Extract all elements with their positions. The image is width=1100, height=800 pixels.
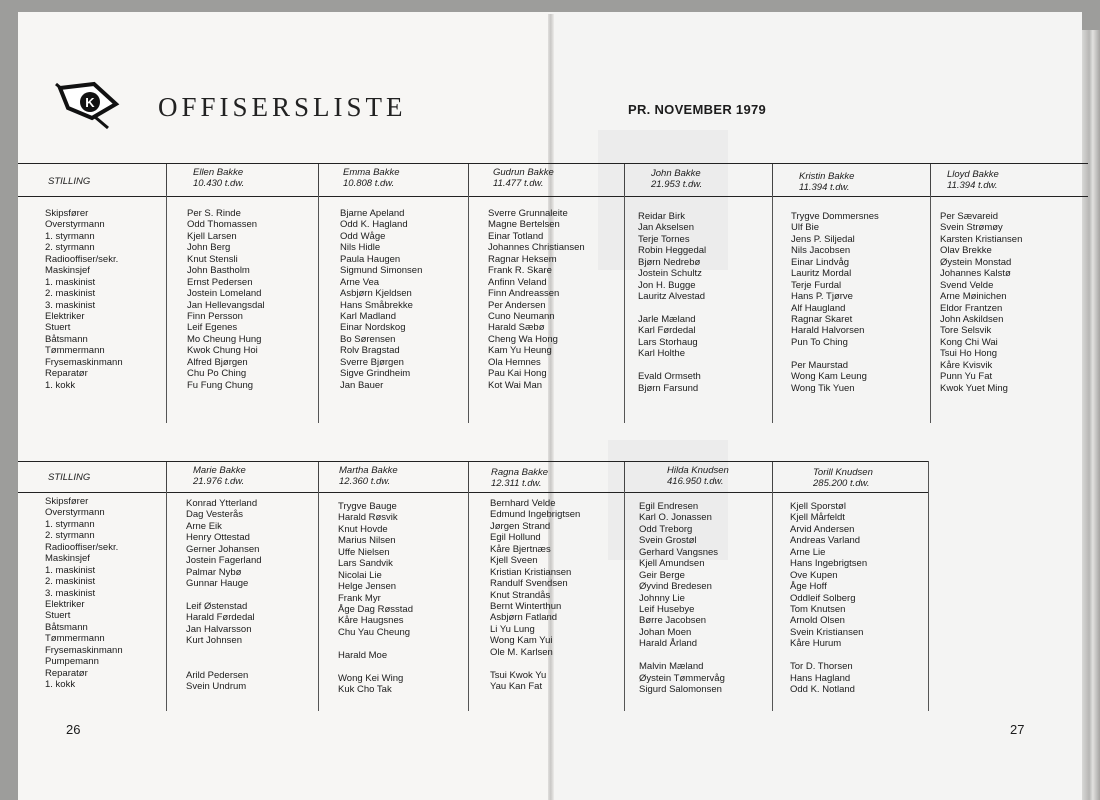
list-item [186, 658, 262, 669]
list-item: Johannes Kalstø [940, 268, 1011, 280]
list-item: Øystein Tømmervåg [639, 672, 725, 684]
list-item: Finn Andreassen [488, 288, 560, 300]
list-item: Tsui Kwok Yu [490, 669, 547, 681]
list-item: Ove Kupen [790, 569, 838, 581]
column-divider [166, 195, 167, 423]
list-item: Odd K. Notland [790, 684, 855, 695]
list-item: Pau Kai Hong [488, 368, 547, 380]
column-divider [318, 491, 319, 711]
list-item: Arild Pedersen [186, 669, 249, 681]
list-item [338, 638, 413, 649]
list-item: 1. maskinist [45, 276, 96, 288]
list-item: Anfinn Veland [488, 276, 547, 288]
list-item: Tømmermann [45, 633, 105, 645]
list-item: Svein Strømøy [940, 222, 1003, 234]
list-item: Jørgen Strand [490, 520, 551, 532]
roles-column [45, 208, 123, 391]
list-item: Overstyrmann [45, 507, 105, 519]
list-item: Bernhard Velde [490, 498, 556, 509]
list-item: Wong Tik Yuen [791, 382, 855, 394]
list-item: Harald Røsvik [338, 512, 398, 524]
list-item: Harald Førdedal [186, 612, 255, 624]
list-item: Uffe Nielsen [338, 546, 390, 558]
list-item: Cuno Neumann [488, 310, 555, 322]
ship-header [772, 462, 928, 492]
list-item: Båtsmann [45, 621, 88, 633]
ship-name: Kristin Bakke [799, 171, 855, 182]
list-item: Lars Storhaug [638, 336, 698, 348]
list-item: Harald Moe [338, 649, 388, 661]
list-item: Harald Halvorsen [791, 325, 865, 337]
list-item: Frank Myr [338, 592, 381, 604]
list-item [490, 658, 580, 669]
list-item [791, 348, 879, 359]
list-item: Svend Velde [940, 279, 994, 291]
ship-header [166, 164, 318, 196]
list-item: Båtsmann [45, 333, 88, 345]
list-item: Jan Halvarsson [186, 623, 252, 635]
officer-table-1 [18, 163, 1088, 423]
list-item: Kristian Kristiansen [490, 566, 572, 578]
list-item: Egil Hollund [490, 532, 541, 544]
list-item: Gunnar Hauge [186, 578, 249, 590]
list-item: Kåre Kvisvik [940, 359, 993, 371]
list-item: Bjørn Nedrebø [638, 256, 701, 268]
stilling-label: STILLING [48, 472, 91, 483]
list-item: Børre Jacobsen [639, 615, 707, 627]
ship-dwt: 12.311 t.dw. [491, 478, 542, 489]
list-item: Karl Førdedal [638, 325, 696, 337]
list-item: Odd Treborg [639, 523, 693, 535]
list-item: Paula Haugen [340, 253, 401, 265]
crew-column [490, 498, 580, 692]
list-item: Svein Undrum [186, 681, 247, 692]
crew-column [488, 208, 585, 391]
list-item: Per Maurstad [791, 359, 849, 371]
list-item: Kåre Hurum [790, 638, 842, 650]
list-item: Skipsfører [45, 208, 89, 219]
stilling-label: STILLING [48, 176, 91, 187]
ship-name: John Bakke [651, 168, 701, 179]
list-item [338, 661, 413, 672]
list-item [790, 650, 867, 661]
column-divider [772, 195, 773, 423]
list-item: Arnold Olsen [790, 615, 845, 627]
list-item: John Bastholm [187, 265, 250, 277]
list-item: Sverre Bjørgen [340, 356, 404, 368]
ship-name: Hilda Knudsen [667, 465, 729, 476]
table-header [18, 461, 928, 493]
list-item: Ole M. Karlsen [490, 646, 553, 658]
list-item: Kjell Sveen [490, 555, 538, 567]
list-item: John Askildsen [940, 313, 1004, 325]
list-item: Rolv Bragstad [340, 345, 400, 357]
list-item: Radiooffiser/sekr. [45, 253, 119, 265]
list-item: Robin Heggedal [638, 245, 707, 257]
list-item: Hans P. Tjørve [791, 291, 853, 303]
list-item: Kam Yu Heung [488, 345, 552, 357]
list-item: Eldor Frantzen [940, 302, 1003, 314]
list-item: Kåre Bjertnæs [490, 543, 551, 555]
ship-header [468, 164, 624, 196]
list-item: Knut Hovde [338, 523, 388, 535]
list-item: Tsui Ho Hong [940, 348, 998, 360]
ship-dwt: 11.394 t.dw. [947, 180, 998, 191]
list-item: 2. maskinist [45, 576, 96, 588]
list-item: Maskinsjef [45, 553, 90, 565]
list-item: Per Andersen [488, 299, 546, 311]
ship-dwt: 11.477 t.dw. [493, 178, 544, 189]
ship-dwt: 12.360 t.dw. [339, 476, 391, 487]
list-item: Nils Jacobsen [791, 245, 851, 257]
ship-header [624, 164, 772, 196]
ship-name: Ragna Bakke [491, 467, 549, 478]
list-item: Bjarne Apeland [340, 208, 405, 219]
list-item: Jens P. Siljedal [791, 233, 855, 245]
list-item: Odd Wåge [340, 230, 386, 242]
list-item: Alf Haugland [791, 302, 846, 314]
list-item: Knut Strandås [490, 589, 551, 601]
list-item: Kjell Sporstøl [790, 501, 846, 512]
list-item: Leif Husebye [639, 603, 695, 615]
list-item: Karl Holthe [638, 348, 685, 360]
list-item: 1. kokk [45, 379, 76, 391]
list-item: Andreas Varland [790, 535, 861, 547]
list-item: Øystein Monstad [940, 256, 1012, 268]
list-item: Johannes Christiansen [488, 242, 585, 254]
list-item: Kurt Johnsen [186, 635, 242, 647]
list-item: 3. maskinist [45, 299, 96, 311]
list-item: Reparatør [45, 667, 88, 679]
list-item: 2. maskinist [45, 288, 96, 300]
list-item: Arne Lie [790, 546, 826, 558]
list-item: Per Sævareid [940, 211, 999, 222]
page-number-left: 26 [66, 722, 81, 737]
list-item: Sigmund Simonsen [340, 265, 423, 277]
ship-dwt: 10.430 t.dw. [193, 178, 245, 189]
list-item: Edmund Ingebrigtsen [490, 509, 581, 521]
ship-name: Gudrun Bakke [493, 167, 554, 178]
list-item: Lauritz Mordal [791, 268, 852, 280]
list-item: Finn Persson [187, 310, 243, 322]
list-item: Bjørn Farsund [638, 382, 699, 394]
column-divider [468, 195, 469, 423]
list-item: Leif Egenes [187, 322, 238, 334]
list-item: Arvid Andersen [790, 523, 855, 535]
crew-column [187, 208, 265, 391]
list-item: Einar Totland [488, 230, 544, 242]
list-item: Tore Selsvik [940, 325, 992, 337]
ship-dwt: 10.808 t.dw. [343, 178, 395, 189]
list-item: Cheng Wa Hong [488, 333, 558, 345]
list-item: Chu Yau Cheung [338, 626, 411, 638]
list-item: Frank R. Skare [488, 265, 552, 277]
list-item: Henry Ottestad [186, 532, 250, 544]
list-item: Wong Kam Leung [791, 371, 867, 383]
column-divider [930, 195, 931, 423]
list-item: Tømmermann [45, 345, 105, 357]
crew-column [790, 501, 867, 695]
list-item [638, 360, 706, 371]
list-item: Lauritz Alvestad [638, 291, 706, 303]
list-item: Pun To Ching [791, 336, 848, 348]
list-item: Geir Berge [639, 569, 685, 581]
list-item: Trygve Bauge [338, 501, 397, 512]
list-item [186, 590, 262, 601]
list-item: Reidar Birk [638, 211, 685, 222]
list-item [639, 650, 725, 661]
list-item: Evald Ormseth [638, 371, 701, 383]
list-item: Hans Hagland [790, 672, 851, 684]
list-item: Åge Dag Røsstad [338, 603, 413, 615]
company-flag-logo [50, 78, 120, 130]
list-item: Øyvind Bredesen [639, 581, 712, 593]
list-item: Wong Kam Yui [490, 635, 553, 647]
ship-name: Ellen Bakke [193, 167, 244, 178]
list-item: 1. styrmann [45, 230, 95, 242]
page-number-right: 27 [1010, 722, 1025, 737]
list-item: Nicolai Lie [338, 569, 382, 581]
ship-name: Martha Bakke [339, 465, 398, 476]
ship-header [772, 164, 930, 196]
list-item: Ola Hemnes [488, 356, 541, 368]
list-item: 3. maskinist [45, 587, 96, 599]
list-item: Jan Akselsen [638, 222, 694, 234]
list-item: Jostein Lomeland [187, 288, 262, 300]
list-item: Karsten Kristiansen [940, 233, 1023, 245]
list-item: Chu Po Ching [187, 368, 247, 380]
list-item: Frysemaskinmann [45, 356, 123, 368]
list-item: Svein Kristiansen [790, 626, 864, 638]
list-item: Frysemaskinmann [45, 644, 123, 656]
list-item: John Berg [187, 242, 231, 254]
list-item: Sverre Grunnaleite [488, 208, 568, 219]
list-item: 1. kokk [45, 679, 76, 690]
list-item: Maskinsjef [45, 265, 90, 277]
list-item [638, 303, 706, 314]
list-item: Pumpemann [45, 656, 99, 668]
list-item: Jan Bauer [340, 379, 384, 391]
list-item: Asbjørn Kjeldsen [340, 288, 412, 300]
ship-name: Marie Bakke [193, 465, 246, 476]
list-item: Jan Hellevangsdal [187, 299, 265, 311]
list-item: Magne Bertelsen [488, 219, 560, 231]
list-item: Radiooffiser/sekr. [45, 541, 119, 553]
list-item: Ulf Bie [791, 222, 819, 234]
ship-header [624, 462, 772, 492]
list-item: Kwok Chung Hoi [187, 345, 258, 357]
list-item: Tor D. Thorsen [790, 661, 853, 673]
list-item: Elektriker [45, 598, 85, 610]
page-subtitle: PR. NOVEMBER 1979 [628, 102, 767, 117]
list-item: Ernst Pedersen [187, 276, 253, 288]
ship-name: Torill Knudsen [813, 467, 873, 478]
list-item: Konrad Ytterland [186, 498, 258, 509]
list-item: Helge Jensen [338, 581, 397, 593]
list-item: Kot Wai Man [488, 379, 543, 391]
list-item: Fu Fung Chung [187, 379, 254, 391]
list-item: Overstyrmann [45, 219, 105, 231]
list-item: Asbjørn Fatland [490, 612, 558, 624]
ship-name: Emma Bakke [343, 167, 400, 178]
list-item: Terje Furdal [791, 279, 842, 291]
list-item: Kjell Larsen [187, 230, 237, 242]
list-item: Einar Nordskog [340, 322, 406, 334]
column-divider [772, 491, 773, 711]
list-item: Wong Kei Wing [338, 672, 404, 684]
list-item: Dag Vesterås [186, 509, 244, 521]
list-item: Trygve Dommersnes [791, 211, 879, 222]
list-item [186, 647, 262, 658]
list-item: Hans Ingebrigtsen [790, 558, 868, 570]
list-item: Kjell Amundsen [639, 558, 705, 570]
list-item: 2. styrmann [45, 242, 95, 254]
ship-name: Lloyd Bakke [947, 169, 999, 180]
list-item: Egil Endresen [639, 501, 699, 512]
crew-column [940, 211, 1022, 394]
list-item: Malvin Mæland [639, 661, 704, 673]
list-item: Leif Østenstad [186, 600, 248, 612]
list-item: Yau Kan Fat [490, 681, 543, 692]
list-item: Einar Lindvåg [791, 256, 850, 268]
list-item: Reparatør [45, 368, 88, 380]
list-item: Sigve Grindheim [340, 368, 411, 380]
list-item: Lars Sandvik [338, 558, 393, 570]
list-item: Hans Småbrekke [340, 299, 413, 311]
officer-table-2 [18, 461, 1088, 711]
list-item: Kjell Mårfeldt [790, 512, 845, 524]
list-item: Svein Grostøl [639, 535, 697, 547]
list-item: Åge Hoff [790, 581, 827, 593]
list-item: Marius Nilsen [338, 535, 396, 547]
ship-header [166, 462, 318, 492]
list-item: Li Yu Lung [490, 623, 535, 635]
list-item: Kong Chi Wai [940, 336, 998, 348]
ship-header [468, 462, 624, 492]
logo-letter: K [85, 95, 95, 110]
list-item: Ragnar Heksem [488, 253, 557, 265]
column-divider [166, 491, 167, 711]
crew-column [638, 211, 706, 394]
list-item: Skipsfører [45, 496, 89, 507]
list-item: Arne Møinichen [940, 291, 1007, 303]
list-item: Olav Brekke [940, 245, 992, 257]
list-item: Kåre Haugsnes [338, 615, 404, 627]
list-item: Arne Eik [186, 520, 222, 532]
ship-dwt: 21.953 t.dw. [651, 179, 703, 190]
list-item: 1. styrmann [45, 518, 95, 530]
list-item: Jon H. Bugge [638, 279, 696, 291]
crew-column [338, 501, 413, 695]
list-item: Harald Årland [639, 638, 698, 650]
list-item: Karl Madland [340, 310, 396, 322]
ship-header [930, 164, 1088, 196]
crew-column [340, 208, 422, 391]
list-item: Sigurd Salomonsen [639, 684, 722, 695]
list-item: Karl O. Jonassen [639, 512, 712, 524]
list-item: Johan Moen [639, 626, 692, 638]
list-item: Odd K. Hagland [340, 219, 408, 231]
column-divider [318, 195, 319, 423]
list-item: Alfred Bjørgen [187, 356, 248, 368]
list-item: Kuk Cho Tak [338, 684, 392, 695]
roles-column [45, 496, 123, 690]
list-item: Bo Sørensen [340, 333, 396, 345]
ship-dwt: 285.200 t.dw. [813, 478, 870, 489]
list-item: Palmar Nybø [186, 566, 242, 578]
list-item: Elektriker [45, 310, 85, 322]
list-item: Terje Tornes [638, 233, 690, 245]
page-title: OFFISERSLISTE [158, 92, 407, 122]
list-item: Mo Cheung Hung [187, 333, 262, 345]
column-divider [624, 195, 625, 423]
column-divider [624, 491, 625, 711]
list-item: Harald Sæbø [488, 322, 545, 334]
list-item: Randulf Svendsen [490, 578, 568, 590]
ship-dwt: 416.950 t.dw. [667, 476, 724, 487]
list-item: Knut Stensli [187, 253, 238, 265]
list-item: Arne Vea [340, 276, 380, 288]
list-item: Jostein Schultz [638, 268, 702, 280]
list-item: 2. styrmann [45, 530, 95, 542]
list-item: Tom Knutsen [790, 603, 846, 615]
ship-header [318, 164, 468, 196]
list-item: Stuert [45, 610, 71, 622]
list-item: Jarle Mæland [638, 313, 696, 325]
list-item: Kwok Yuet Ming [940, 382, 1008, 394]
list-item: Jostein Fagerland [186, 555, 262, 567]
list-item: Gerner Johansen [186, 543, 260, 555]
crew-column [791, 211, 879, 394]
list-item: Punn Yu Fat [940, 371, 993, 383]
ship-dwt: 21.976 t.dw. [193, 476, 245, 487]
column-divider [468, 491, 469, 711]
column-divider [928, 461, 929, 711]
list-item: Per S. Rinde [187, 208, 241, 219]
ship-dwt: 11.394 t.dw. [799, 182, 850, 193]
list-item: Gerhard Vangsnes [639, 546, 719, 558]
list-item: Johnny Lie [639, 592, 685, 604]
list-item: Ragnar Skaret [791, 313, 853, 325]
crew-column [639, 501, 725, 695]
crew-column [186, 498, 262, 692]
ship-header [318, 462, 468, 492]
list-item: Bernt Winterthun [490, 600, 562, 612]
list-item: Nils Hidle [340, 242, 381, 254]
list-item: 1. maskinist [45, 564, 96, 576]
list-item: Oddleif Solberg [790, 592, 856, 604]
list-item: Stuert [45, 322, 71, 334]
list-item: Odd Thomassen [187, 219, 258, 231]
table-header [18, 163, 1088, 197]
